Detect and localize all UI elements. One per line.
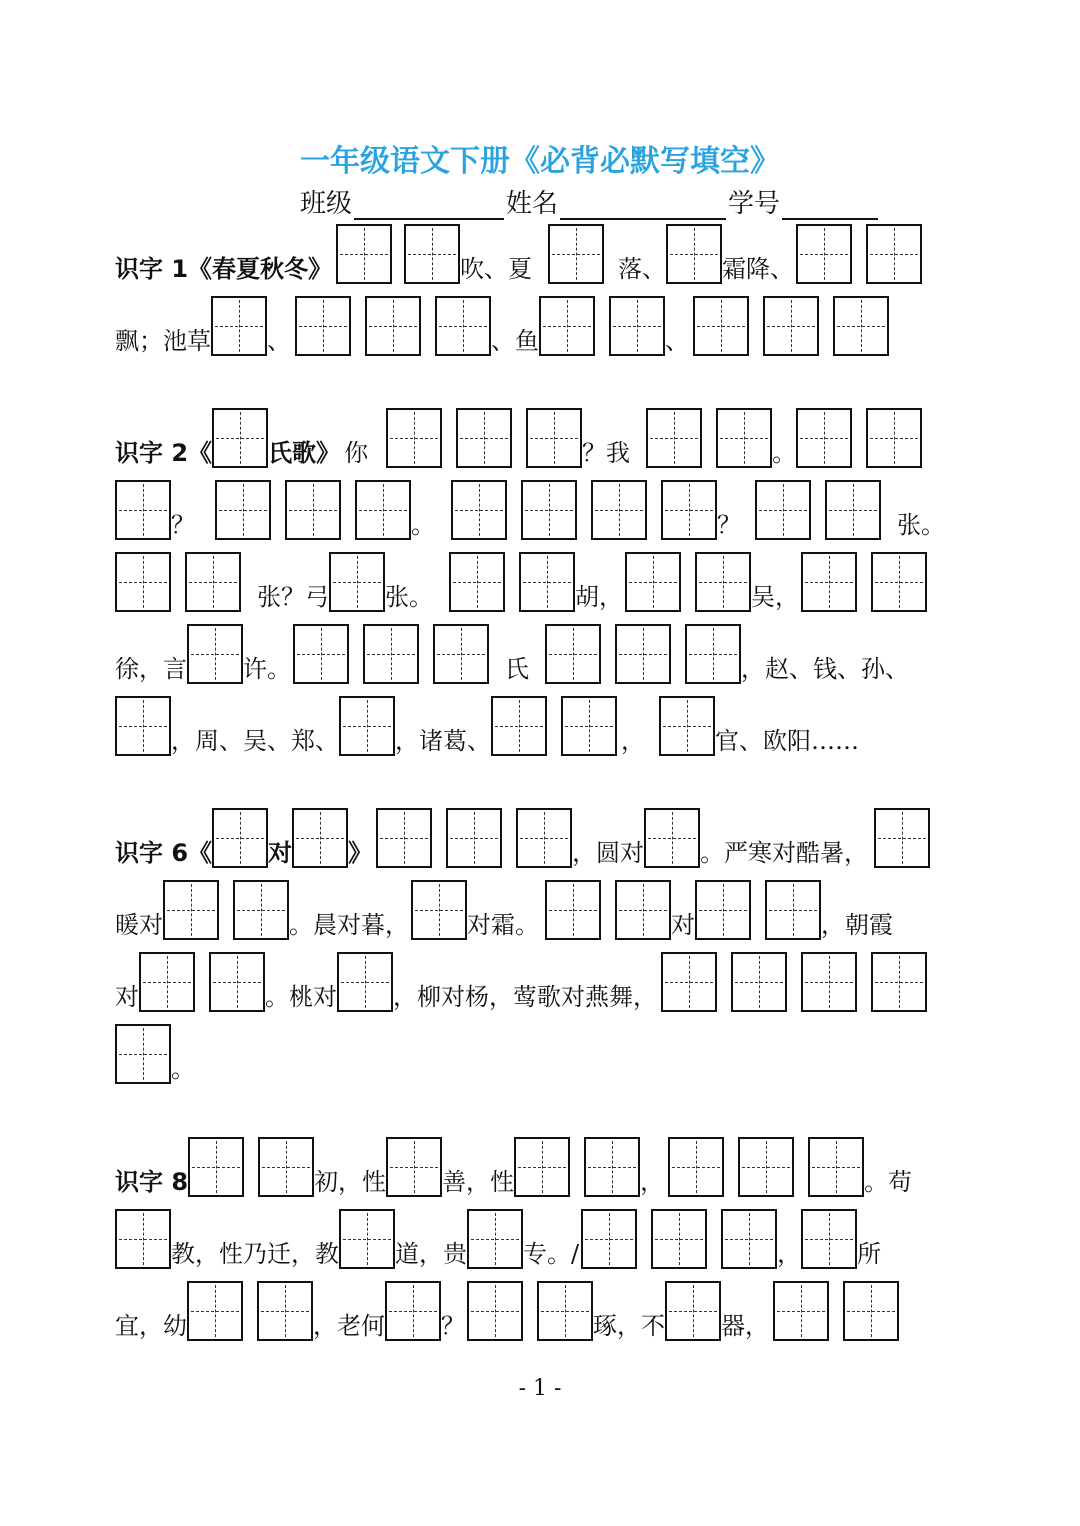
answer-cell[interactable]	[404, 224, 460, 284]
text-fragment: 、	[665, 327, 689, 355]
text-fragment: 。严寒对酷暑，	[700, 839, 869, 867]
section-row	[115, 878, 965, 940]
section-row	[115, 806, 965, 868]
answer-cell[interactable]	[665, 1281, 721, 1341]
text-fragment: ？	[441, 1312, 465, 1340]
section-label: 对	[268, 839, 293, 867]
section-shizi-2	[115, 406, 965, 766]
answer-cell[interactable]	[738, 1137, 794, 1197]
answer-cell[interactable]	[615, 624, 671, 684]
section-row	[115, 1135, 965, 1197]
answer-cell[interactable]	[115, 696, 171, 756]
answer-cell[interactable]	[731, 952, 787, 1012]
answer-cell[interactable]	[609, 296, 665, 356]
answer-cell[interactable]	[339, 696, 395, 756]
answer-cell[interactable]	[763, 296, 819, 356]
answer-cell[interactable]	[661, 952, 717, 1012]
section-label: 识字 1《春夏秋冬》	[115, 255, 333, 283]
answer-cell[interactable]	[519, 552, 575, 612]
answer-cell[interactable]	[871, 552, 927, 612]
answer-cell[interactable]	[336, 224, 392, 284]
text-fragment: 你	[344, 439, 369, 467]
answer-cell[interactable]	[115, 552, 171, 612]
answer-cell[interactable]	[539, 296, 595, 356]
text-fragment: 吴，	[751, 583, 799, 611]
answer-cell[interactable]	[139, 952, 195, 1012]
answer-cell[interactable]	[581, 1209, 637, 1269]
text-fragment: 所	[857, 1240, 882, 1268]
answer-cell[interactable]	[695, 880, 751, 940]
text-fragment: 。	[772, 439, 797, 467]
answer-cell[interactable]	[329, 552, 385, 612]
answer-cell[interactable]	[258, 1137, 314, 1197]
answer-cell[interactable]	[257, 1281, 313, 1341]
text-fragment: ，	[640, 1168, 665, 1196]
answer-cell[interactable]	[433, 624, 489, 684]
answer-cell[interactable]	[666, 224, 722, 284]
answer-cell[interactable]	[755, 480, 811, 540]
section-shizi-6	[115, 806, 965, 1094]
name-label: 姓名	[506, 189, 559, 219]
text-fragment: 、	[267, 327, 291, 355]
section-row	[115, 950, 965, 1012]
text-fragment: ，朝霞	[821, 911, 893, 939]
text-fragment: ，圆对	[572, 839, 645, 867]
answer-cell[interactable]	[449, 552, 505, 612]
answer-cell[interactable]	[385, 1281, 441, 1341]
answer-cell[interactable]	[871, 952, 927, 1012]
text-fragment: ，老何	[313, 1312, 385, 1340]
section-row	[115, 294, 965, 356]
text-fragment: 暖对	[115, 911, 163, 939]
answer-cell[interactable]	[668, 1137, 724, 1197]
answer-cell[interactable]	[451, 480, 507, 540]
answer-cell[interactable]	[796, 224, 852, 284]
answer-cell[interactable]	[615, 880, 671, 940]
answer-cell[interactable]	[874, 808, 930, 868]
answer-cell[interactable]	[187, 624, 243, 684]
text-fragment: ，赵、钱、孙、	[741, 655, 909, 683]
text-fragment: 对	[671, 911, 695, 939]
section-row	[115, 622, 965, 684]
text-fragment: ，诸葛、	[395, 727, 491, 755]
answer-cell[interactable]	[773, 1281, 829, 1341]
answer-cell[interactable]	[808, 1137, 864, 1197]
answer-cell[interactable]	[646, 408, 702, 468]
answer-cell[interactable]	[765, 880, 821, 940]
text-fragment: 教，性乃迁，教	[171, 1240, 339, 1268]
answer-cell[interactable]	[386, 1137, 442, 1197]
answer-cell[interactable]	[545, 880, 601, 940]
text-fragment: 器，	[721, 1312, 769, 1340]
answer-cell[interactable]	[446, 808, 502, 868]
answer-cell[interactable]	[295, 296, 351, 356]
text-fragment: 飘；池草	[115, 327, 211, 355]
answer-cell[interactable]	[796, 408, 852, 468]
text-fragment: 善，性	[442, 1168, 515, 1196]
text-fragment: 氏	[505, 655, 529, 683]
text-fragment: ，	[777, 1240, 802, 1268]
answer-cell[interactable]	[233, 880, 289, 940]
text-fragment: 、鱼	[491, 327, 539, 355]
text-fragment: 徐，言	[115, 655, 187, 683]
section-shizi-8	[115, 1135, 965, 1351]
section-row	[115, 550, 965, 612]
answer-cell[interactable]	[825, 480, 881, 540]
section-row	[115, 1022, 965, 1084]
text-fragment: ，柳对杨，莺歌对燕舞，	[393, 983, 657, 1011]
answer-cell[interactable]	[843, 1281, 899, 1341]
answer-cell[interactable]	[467, 1209, 523, 1269]
text-fragment: 。桃对	[265, 983, 337, 1011]
text-fragment: 宜，幼	[115, 1312, 187, 1340]
answer-cell[interactable]	[514, 1137, 570, 1197]
answer-cell[interactable]	[545, 624, 601, 684]
text-fragment: 官、欧阳……	[715, 727, 859, 755]
answer-cell[interactable]	[285, 480, 341, 540]
answer-cell[interactable]	[337, 952, 393, 1012]
section-shizi-1	[115, 222, 965, 366]
text-fragment: 对霜。	[467, 911, 539, 939]
answer-cell[interactable]	[185, 552, 241, 612]
answer-cell[interactable]	[521, 480, 577, 540]
text-fragment: ，	[621, 727, 645, 755]
answer-cell[interactable]	[209, 952, 265, 1012]
answer-cell[interactable]	[584, 1137, 640, 1197]
number-field[interactable]	[782, 190, 878, 220]
answer-cell[interactable]	[801, 552, 857, 612]
text-fragment: 对	[115, 983, 139, 1011]
answer-cell[interactable]	[526, 408, 582, 468]
answer-cell[interactable]	[163, 880, 219, 940]
answer-cell[interactable]	[339, 1209, 395, 1269]
answer-cell[interactable]	[801, 1209, 857, 1269]
answer-cell[interactable]	[365, 296, 421, 356]
answer-cell[interactable]	[685, 624, 741, 684]
text-fragment: 专。/	[523, 1240, 580, 1268]
answer-cell[interactable]	[661, 480, 717, 540]
text-fragment: ？	[171, 511, 195, 539]
section-row	[115, 406, 965, 468]
answer-cell[interactable]	[561, 696, 617, 756]
text-fragment: 。苟	[864, 1168, 913, 1196]
answer-cell[interactable]	[355, 480, 411, 540]
answer-cell[interactable]	[721, 1209, 777, 1269]
page-number: - 1 -	[518, 1376, 562, 1401]
text-fragment: 琢，不	[593, 1312, 665, 1340]
answer-cell[interactable]	[801, 952, 857, 1012]
answer-cell[interactable]	[866, 224, 922, 284]
section-row	[115, 1207, 965, 1269]
answer-cell[interactable]	[695, 552, 751, 612]
section-row	[115, 478, 965, 540]
text-fragment: 初，性	[314, 1168, 387, 1196]
text-fragment: 道，贵	[395, 1240, 467, 1268]
section-row	[115, 1279, 965, 1341]
section-label: 》	[348, 839, 373, 867]
section-row	[115, 694, 965, 756]
answer-cell[interactable]	[212, 808, 268, 868]
section-label: 识字 8	[115, 1168, 189, 1196]
page-title: 一年级语文下册《必背必默写填空》	[300, 144, 780, 179]
text-fragment: ？	[717, 511, 741, 539]
text-fragment: 张？弓	[257, 583, 329, 611]
answer-cell[interactable]	[548, 224, 604, 284]
answer-cell[interactable]	[411, 880, 467, 940]
text-fragment: 。	[171, 1055, 195, 1083]
text-fragment: 许。	[243, 655, 291, 683]
number-label: 学号	[728, 189, 781, 219]
class-field[interactable]	[354, 190, 504, 220]
section-label: 识字 6《	[115, 839, 213, 867]
answer-cell[interactable]	[386, 408, 442, 468]
answer-cell[interactable]	[644, 808, 700, 868]
student-info-header	[300, 184, 880, 220]
answer-cell[interactable]	[363, 624, 419, 684]
text-fragment: 张。	[897, 511, 945, 539]
text-fragment: 。	[411, 511, 435, 539]
answer-cell[interactable]	[188, 1137, 244, 1197]
answer-cell[interactable]	[591, 480, 647, 540]
answer-cell[interactable]	[293, 624, 349, 684]
answer-cell[interactable]	[115, 480, 171, 540]
text-fragment: 霜降、	[722, 255, 795, 283]
answer-cell[interactable]	[456, 408, 512, 468]
answer-cell[interactable]	[467, 1281, 523, 1341]
answer-cell[interactable]	[292, 808, 348, 868]
answer-cell[interactable]	[215, 480, 271, 540]
answer-cell[interactable]	[716, 408, 772, 468]
section-label: 氏歌》	[268, 439, 341, 467]
answer-cell[interactable]	[376, 808, 432, 868]
answer-cell[interactable]	[866, 408, 922, 468]
text-fragment: ？我	[582, 439, 631, 467]
answer-cell[interactable]	[516, 808, 572, 868]
answer-cell[interactable]	[115, 1024, 171, 1084]
answer-cell[interactable]	[211, 296, 267, 356]
answer-cell[interactable]	[693, 296, 749, 356]
name-field[interactable]	[560, 190, 726, 220]
answer-cell[interactable]	[187, 1281, 243, 1341]
answer-cell[interactable]	[625, 552, 681, 612]
answer-cell[interactable]	[659, 696, 715, 756]
answer-cell[interactable]	[491, 696, 547, 756]
answer-cell[interactable]	[115, 1209, 171, 1269]
text-fragment: 落、	[618, 255, 667, 283]
answer-cell[interactable]	[833, 296, 889, 356]
text-fragment: 张。	[385, 583, 433, 611]
text-fragment: 胡，	[575, 583, 623, 611]
class-label: 班级	[300, 189, 353, 219]
text-fragment: 吹、夏	[460, 255, 533, 283]
answer-cell[interactable]	[435, 296, 491, 356]
text-fragment: 。晨对暮，	[289, 911, 409, 939]
section-label: 识字 2《	[115, 439, 213, 467]
answer-cell[interactable]	[212, 408, 268, 468]
answer-cell[interactable]	[651, 1209, 707, 1269]
text-fragment: ，周、吴、郑、	[171, 727, 339, 755]
section-row	[115, 222, 965, 284]
answer-cell[interactable]	[537, 1281, 593, 1341]
